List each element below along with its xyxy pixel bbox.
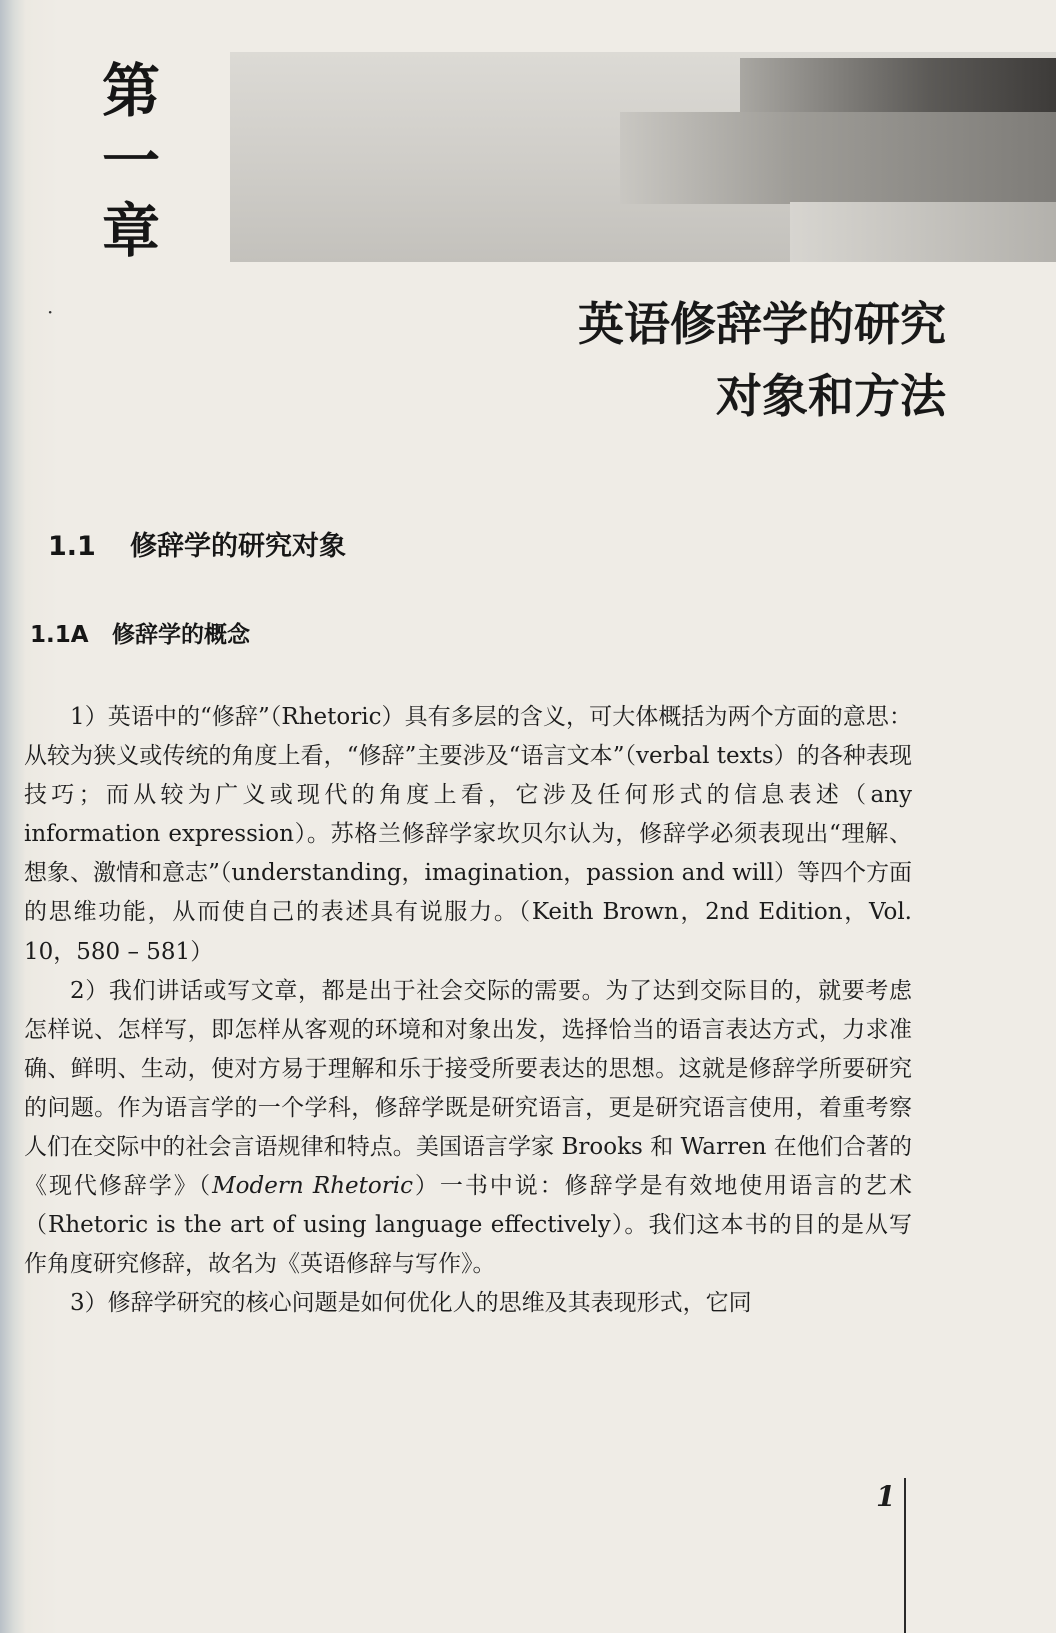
banner-band [620,112,1056,204]
paragraph: 1）英语中的“修辞”（Rhetoric）具有多层的含义，可大体概括为两个方面的意思：从较为狭义或传统的角度上看，“修辞”主要涉及“语言文本”（verbal texts）的各种表现技巧；而从较为广义或现代的角度上看，它涉及任何形式的信息表述（any information expression）。苏格兰修辞学家坎贝尔认为，修辞学必须表现出“理解、想象、激情和意志”（understanding，imagination，passion and will）等四个方面的思维功能，从而使自己的表述具有说服力。（Keith Brown，2nd Edition，Vol. 10，580 – 581） [24,704,912,965]
decorative-dot: · [47,300,54,324]
body-text [24,698,912,1324]
paragraph [24,972,912,1285]
subsection-heading [30,616,250,649]
chapter-label-char: 一 [101,127,160,195]
chapter-label-char: 第 [101,57,160,125]
page-number-rule [904,1478,906,1633]
banner-band [790,202,1056,262]
paragraph-text: 2）我们讲话或写文章，都是出于社会交际的需要。为了达到交际目的，就要考虑怎样说、怎样写，即怎样从客观的环境和对象出发，选择恰当的语言表达方式，力求准确、鲜明、生动，使对方易于理解和乐于接受所要表达的思想。这就是修辞学所要研究的问题。作为语言学的一个学科，修辞学既是研究语言，更是研究语言使用，着重考察人们在交际中的社会言语规律和特点。美国语言学家 Brooks 和 Warren 在他们合著的《现代修辞学》（ [24,977,912,1200]
paragraph-text: ）一书中说：修辞学是有效地使用语言的艺术（Rhetoric is the art of using language effectively）。我们这本书的目的是从写作角度研究修辞，故名为《英语修辞与写作》。 [24,1173,913,1278]
banner-band [740,58,1056,114]
page-number: 1 [876,1480,896,1513]
chapter-title [326,288,946,432]
section-number: 1.1 [48,531,96,562]
chapter-label [96,56,166,266]
section-title: 修辞学的研究对象 [130,531,346,562]
chapter-banner [230,52,1056,262]
chapter-title-line: 对象和方法 [716,369,946,423]
book-title-italic: Modern Rhetoric [212,1173,413,1200]
subsection-title: 修辞学的概念 [112,622,250,648]
subsection-number: 1.1A [30,622,89,648]
chapter-title-line: 英语修辞学的研究 [578,297,946,351]
chapter-label-char: 章 [101,197,160,265]
section-heading [48,524,346,563]
paragraph: 3）修辞学研究的核心问题是如何优化人的思维及其表现形式，它同 [70,1290,752,1317]
